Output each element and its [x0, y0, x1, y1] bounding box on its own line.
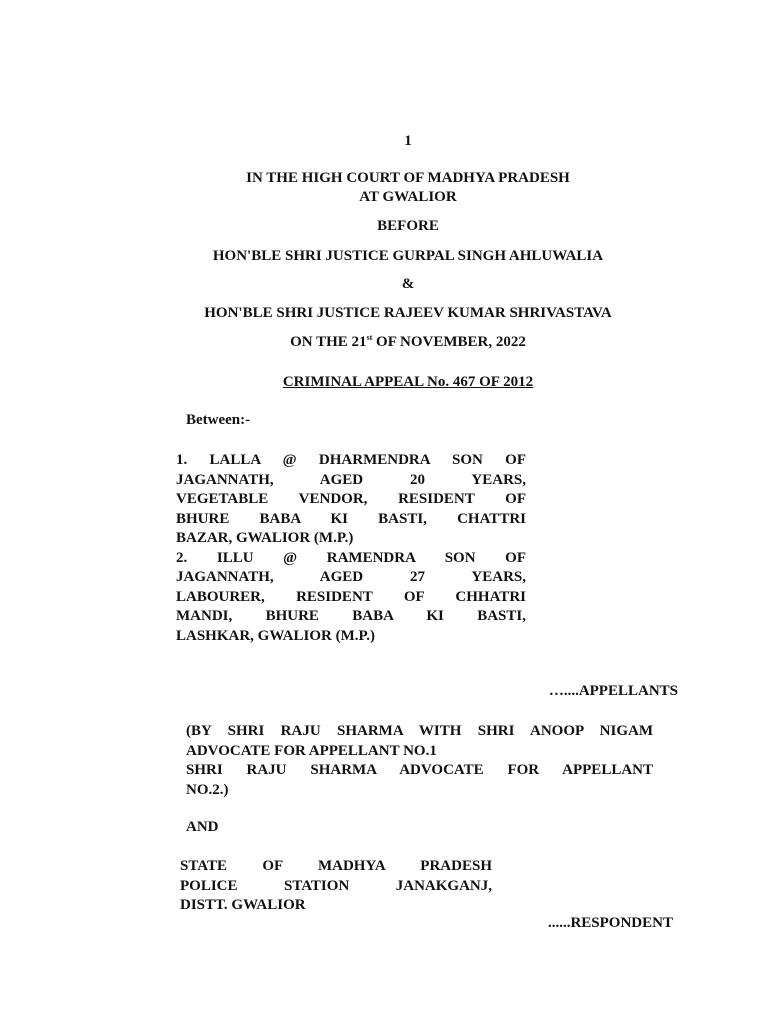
judge-2: HON'BLE SHRI JUSTICE RAJEEV KUMAR SHRIVASTAVA — [204, 305, 612, 321]
respondent-line: STATE OF MADHYA PRADESH — [180, 858, 492, 874]
appellants-block — [176, 451, 526, 646]
respondent-line: POLICE STATION JANAKGANJ, — [180, 877, 492, 894]
appellants-label: …....APPELLANTS — [548, 683, 678, 699]
page-number: 1 — [404, 133, 412, 149]
appellant-line: 2. ILLU @ RAMENDRA SON OF — [176, 549, 526, 566]
court-name: IN THE HIGH COURT OF MADHYA PRADESH — [246, 170, 570, 186]
between-label: Between:- — [186, 412, 251, 428]
date-rest: OF NOVEMBER, 2022 — [372, 334, 526, 350]
and-label: AND — [186, 819, 219, 835]
before-label: BEFORE — [377, 218, 439, 234]
counsel-line: NO.2.) — [186, 781, 229, 798]
appellant-line: JAGANNATH, AGED 27 YEARS, — [176, 569, 526, 585]
appellant-line: 1. LALLA @ DHARMENDRA SON OF — [176, 452, 526, 468]
case-title: CRIMINAL APPEAL No. 467 OF 2012 — [282, 374, 534, 390]
respondent-label: ......RESPONDENT — [547, 915, 673, 931]
judge-1: HON'BLE SHRI JUSTICE GURPAL SINGH AHLUWALIA — [212, 248, 604, 264]
appellant-line: MANDI, BHURE BABA KI BASTI, — [176, 608, 526, 624]
counsel-line: ADVOCATE FOR APPELLANT NO.1 — [186, 742, 437, 759]
appellant-line: LASHKAR, GWALIOR (M.P.) — [176, 627, 376, 644]
counsel-block — [186, 722, 653, 800]
counsel-line: (BY SHRI RAJU SHARMA WITH SHRI ANOOP NIGAM — [186, 723, 653, 739]
date-ordinal-suffix: st — [366, 333, 373, 342]
appellant-line: BAZAR, GWALIOR (M.P.) — [176, 530, 354, 546]
date-prefix: ON THE 21 — [290, 334, 367, 350]
appellant-line: VEGETABLE VENDOR, RESIDENT OF — [176, 491, 526, 507]
respondent-line: DISTT. GWALIOR — [180, 897, 306, 913]
ampersand: & — [401, 276, 415, 292]
appellant-line: JAGANNATH, AGED 20 YEARS, — [176, 471, 526, 488]
counsel-line: SHRI RAJU SHARMA ADVOCATE FOR APPELLANT — [186, 762, 653, 778]
appellant-line: LABOURER, RESIDENT OF CHHATRI — [176, 588, 526, 605]
appellant-line: BHURE BABA KI BASTI, CHATTRI — [176, 510, 526, 527]
respondent-block — [180, 857, 492, 916]
hearing-date — [0, 334, 770, 351]
court-location: AT GWALIOR — [359, 189, 457, 205]
